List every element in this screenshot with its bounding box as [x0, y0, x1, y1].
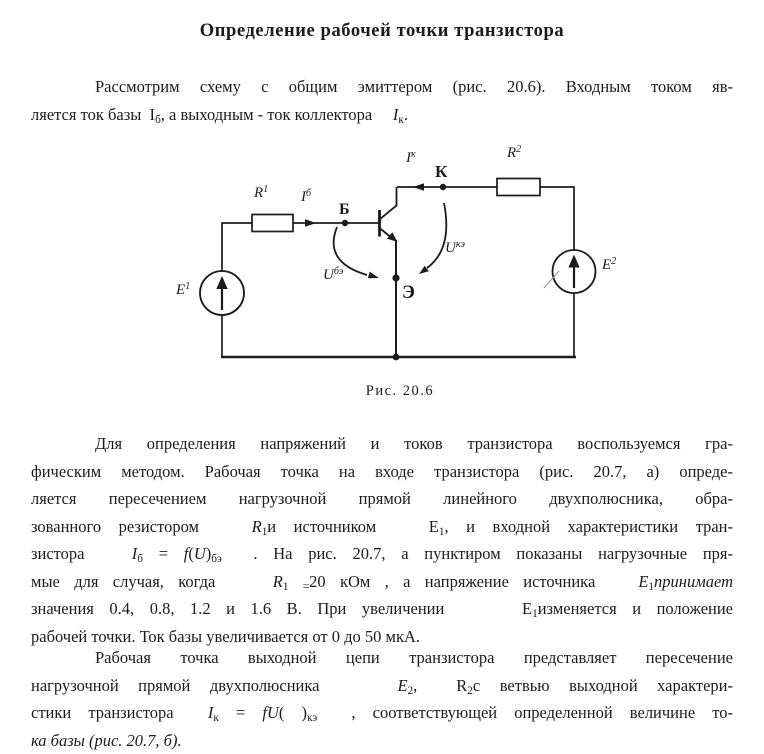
ube-arrow-icon	[368, 272, 379, 279]
current-ik-arrow-icon	[413, 183, 424, 191]
paragraph-2	[31, 430, 733, 650]
text-line: ляется ток базы $I_б$, а выходным - ток коллектора $I_к$.	[31, 101, 733, 129]
text-line: Для определения напряжений и токов транзистора воспользуемся гра-	[31, 430, 733, 458]
figure-caption: Рис. 20.6	[302, 383, 498, 400]
wire	[540, 187, 574, 250]
resistor-r1	[252, 215, 293, 232]
text-line: Рабочая точка выходной цепи транзистора представляет пересечение	[31, 644, 733, 672]
label-collector-node: К	[435, 163, 447, 180]
text-line: рабочей точки. Ток базы увеличивается от 0 до 50 мкА.	[31, 623, 733, 651]
text-line: фическим методом. Рабочая точка на входе транзистора (рис. 20.7, а) опреде-	[31, 458, 733, 486]
paragraph-3	[31, 644, 733, 754]
node-base	[342, 220, 348, 226]
text-line: стики транзистора $I_к = fU$( )$_{кэ}$ , соответствующей определенной величине то-	[31, 699, 733, 727]
wire	[222, 223, 252, 271]
label-e2: $E^2$	[602, 258, 616, 273]
text-line: нагрузочной прямой двухполюсника $E_2$, $R_2с$ ветвью выходной характери-	[31, 672, 733, 700]
label-ib: $I^б$	[301, 190, 311, 205]
label-base-node: Б	[339, 202, 350, 218]
label-r2: $R^2$	[507, 146, 521, 161]
circuit-wires	[221, 187, 576, 357]
resistor-r2	[497, 179, 540, 196]
label-ube: $U^{бэ}$	[323, 268, 343, 283]
transistor	[380, 187, 398, 357]
text-line: зованного резистором $R_1и$ источником $Е_1$, и входной характеристики тран-	[31, 513, 733, 541]
label-emitter-node: Э	[402, 283, 415, 302]
source-e2	[544, 250, 596, 293]
label-e1: $E^1$	[176, 283, 190, 298]
text-line: ляется пересечением нагрузочной прямой линейного двухполюсника, обра-	[31, 485, 733, 513]
text-line: ка базы (рис. 20.7, б).	[31, 727, 733, 754]
text-line: значения 0.4, 0.8, 1.2 и 1.6 В. При увеличении $Е_1изменяется$ и положение	[31, 595, 733, 623]
node-collector	[440, 184, 446, 190]
node-emitter	[392, 274, 399, 281]
label-r1: $R^1$	[254, 186, 268, 201]
source-e1	[200, 271, 244, 315]
label-uke: $U^{кэ}$	[445, 241, 465, 256]
label-ik: $I^к$	[406, 151, 416, 166]
text-line: мые для случая, когда $R_1$ $_=$20 кОм , а напряжение источника $E_1принимает$	[31, 568, 733, 596]
uke-arc	[427, 203, 446, 268]
node-ground	[393, 354, 400, 361]
text-line: зистора $I_б = f(U)_{бэ}$ . На рис. 20.7, а пунктиром показаны нагрузочные пря-	[31, 540, 733, 568]
transistor-collector	[380, 187, 397, 220]
current-arrows	[305, 183, 424, 227]
transistor-emitter	[380, 228, 391, 237]
page-title: Определение рабочей точки транзистора	[0, 21, 764, 42]
text-line: Рассмотрим схему с общим эмиттером (рис. 20.6). Входным током яв-	[31, 73, 733, 101]
current-ib-arrow-icon	[305, 219, 316, 227]
